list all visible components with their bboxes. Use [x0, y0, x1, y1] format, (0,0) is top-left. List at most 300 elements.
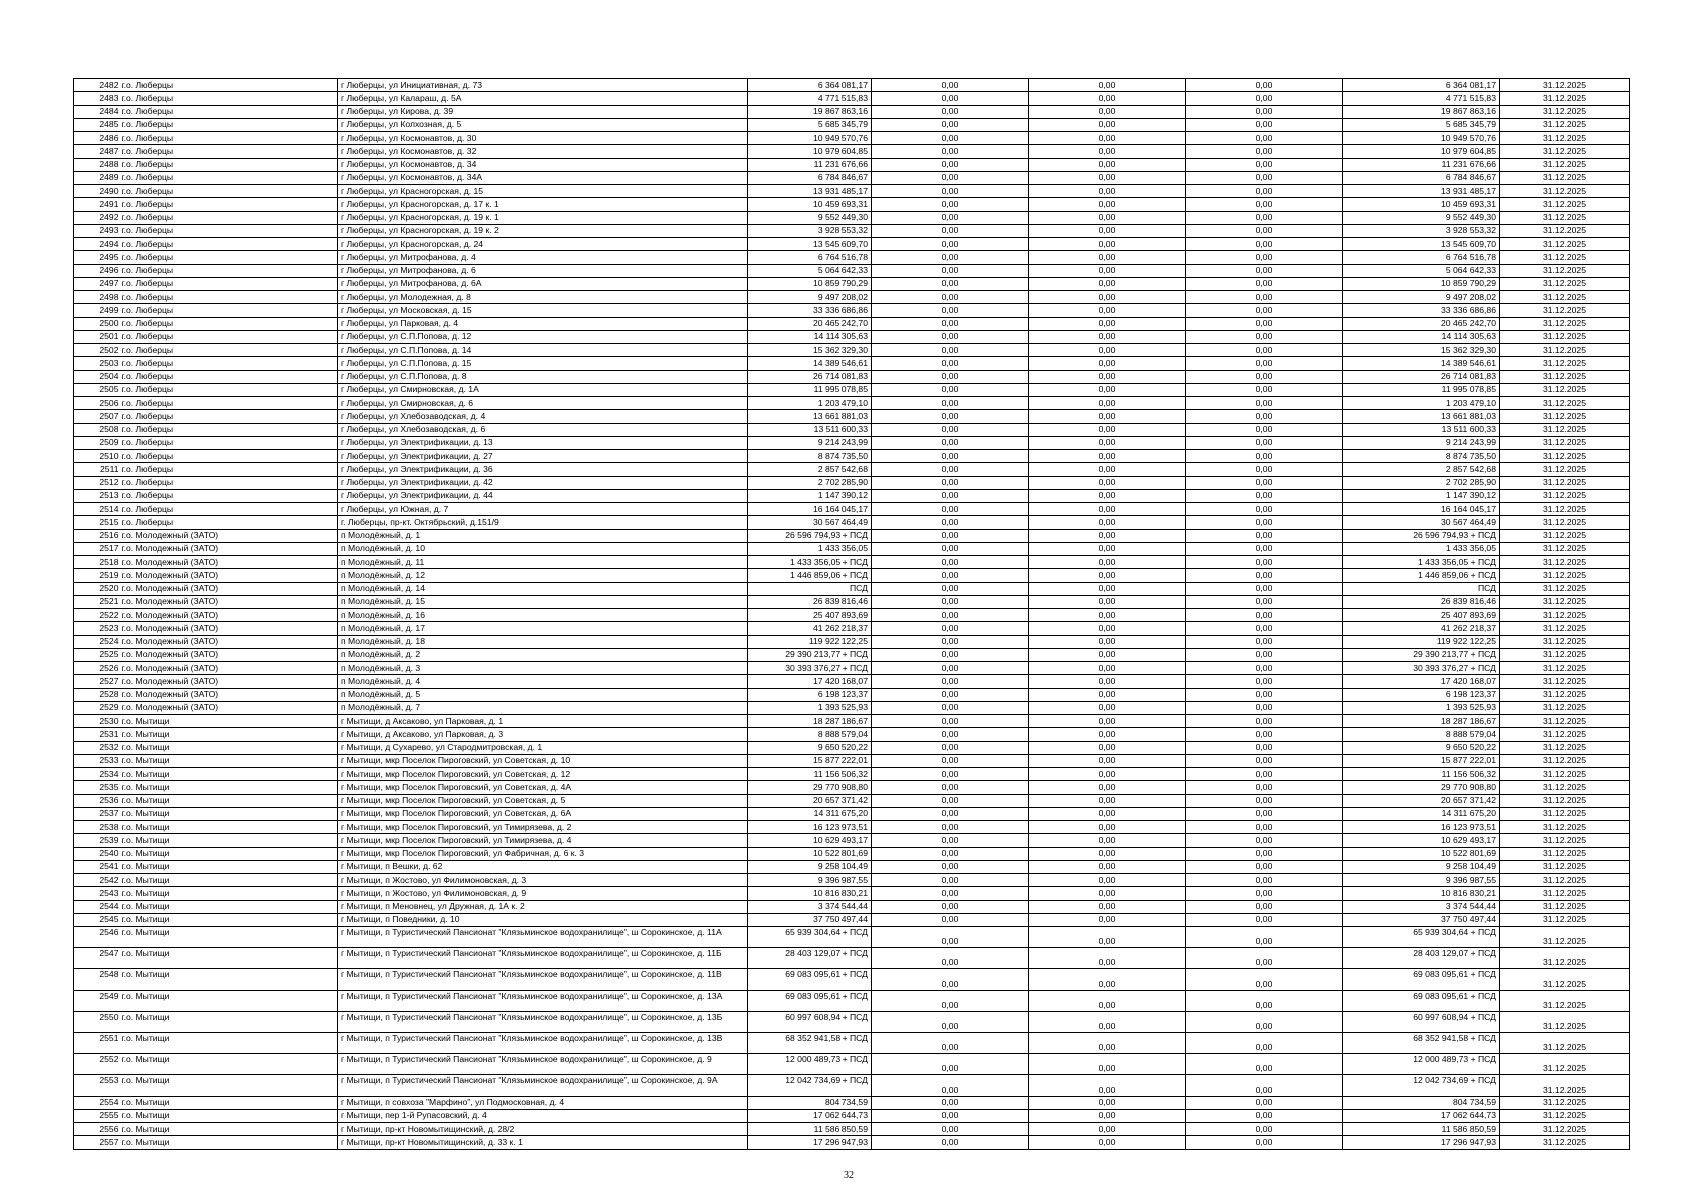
row-number-cell: 2520: [74, 582, 120, 595]
row-number-cell: 2540: [74, 847, 120, 860]
value-cell-2: 0,00: [1029, 688, 1186, 701]
table-row: [74, 145, 1630, 158]
value-cell-3: 0,00: [1186, 556, 1343, 569]
cost-cell: 11 231 676,66: [748, 158, 872, 171]
cost-cell: 14 114 305,63: [748, 330, 872, 343]
date-cell: 31.12.2025: [1500, 1123, 1630, 1136]
address-cell: г Люберцы, ул Красногорская, д. 24: [338, 238, 748, 251]
value-cell-1: 0,00: [872, 834, 1029, 847]
municipality-cell: г.о. Люберцы: [120, 476, 338, 489]
value-cell-1: 0,00: [872, 251, 1029, 264]
value-cell-1: 0,00: [872, 304, 1029, 317]
table-row: [74, 715, 1630, 728]
table-row: [74, 556, 1630, 569]
total-cell: 11 995 078,85: [1343, 383, 1500, 396]
value-cell-3: 0,00: [1186, 92, 1343, 105]
row-number-cell: 2547: [74, 948, 120, 969]
row-number-cell: 2511: [74, 463, 120, 476]
municipality-cell: г.о. Молодежный (ЗАТО): [120, 556, 338, 569]
row-number-cell: 2528: [74, 688, 120, 701]
municipality-cell: г.о. Мытищи: [120, 948, 338, 969]
value-cell-2: 0,00: [1029, 118, 1186, 131]
municipality-cell: г.о. Мытищи: [120, 990, 338, 1011]
date-cell: 31.12.2025: [1500, 277, 1630, 290]
row-number-cell: 2515: [74, 516, 120, 529]
table-row: [74, 224, 1630, 237]
row-number-cell: 2541: [74, 860, 120, 873]
table-row: [74, 1123, 1630, 1136]
value-cell-1: 0,00: [872, 330, 1029, 343]
total-cell: 8 888 579,04: [1343, 728, 1500, 741]
value-cell-2: 0,00: [1029, 251, 1186, 264]
row-number-cell: 2553: [74, 1075, 120, 1096]
cost-cell: 9 497 208,02: [748, 291, 872, 304]
value-cell-2: 0,00: [1029, 595, 1186, 608]
table-row: [74, 118, 1630, 131]
address-cell: г Люберцы, ул Московская, д. 15: [338, 304, 748, 317]
address-cell: г Люберцы, ул Электрификации, д. 42: [338, 476, 748, 489]
date-cell: 31.12.2025: [1500, 648, 1630, 661]
total-cell: 10 979 604,85: [1343, 145, 1500, 158]
total-cell: 37 750 497,44: [1343, 913, 1500, 926]
table-row: [74, 489, 1630, 502]
cost-cell: 11 995 078,85: [748, 383, 872, 396]
value-cell-1: 0,00: [872, 1075, 1029, 1096]
date-cell: 31.12.2025: [1500, 662, 1630, 675]
table-row: [74, 821, 1630, 834]
value-cell-1: 0,00: [872, 622, 1029, 635]
value-cell-3: 0,00: [1186, 185, 1343, 198]
address-cell: г Мытищи, пер 1-й Рупасовский, д. 4: [338, 1109, 748, 1122]
value-cell-2: 0,00: [1029, 969, 1186, 990]
value-cell-1: 0,00: [872, 874, 1029, 887]
total-cell: 9 552 449,30: [1343, 211, 1500, 224]
date-cell: 31.12.2025: [1500, 1136, 1630, 1149]
value-cell-1: 0,00: [872, 1123, 1029, 1136]
municipality-cell: г.о. Мытищи: [120, 927, 338, 948]
total-cell: 6 364 081,17: [1343, 79, 1500, 92]
value-cell-2: 0,00: [1029, 503, 1186, 516]
total-cell: 10 629 493,17: [1343, 834, 1500, 847]
row-number-cell: 2493: [74, 224, 120, 237]
municipality-cell: г.о. Люберцы: [120, 410, 338, 423]
table-row: [74, 357, 1630, 370]
value-cell-3: 0,00: [1186, 277, 1343, 290]
total-cell: 9 396 987,55: [1343, 874, 1500, 887]
municipality-cell: г.о. Люберцы: [120, 251, 338, 264]
value-cell-3: 0,00: [1186, 118, 1343, 131]
cost-cell: 28 403 129,07 + ПСД: [748, 948, 872, 969]
table-row: [74, 595, 1630, 608]
cost-cell: 8 874 735,50: [748, 450, 872, 463]
date-cell: 31.12.2025: [1500, 542, 1630, 555]
value-cell-3: 0,00: [1186, 807, 1343, 820]
row-number-cell: 2506: [74, 397, 120, 410]
value-cell-3: 0,00: [1186, 648, 1343, 661]
cost-cell: 33 336 686,86: [748, 304, 872, 317]
value-cell-2: 0,00: [1029, 529, 1186, 542]
total-cell: 60 997 608,94 + ПСД: [1343, 1011, 1500, 1032]
cost-cell: 6 784 846,67: [748, 171, 872, 184]
value-cell-3: 0,00: [1186, 635, 1343, 648]
row-number-cell: 2514: [74, 503, 120, 516]
value-cell-3: 0,00: [1186, 344, 1343, 357]
total-cell: 14 389 546,61: [1343, 357, 1500, 370]
total-cell: 6 764 516,78: [1343, 251, 1500, 264]
address-cell: г Люберцы, ул Хлебозаводская, д. 4: [338, 410, 748, 423]
municipality-cell: г.о. Мытищи: [120, 834, 338, 847]
total-cell: 5 685 345,79: [1343, 118, 1500, 131]
row-number-cell: 2542: [74, 874, 120, 887]
total-cell: 1 203 479,10: [1343, 397, 1500, 410]
table-row: [74, 990, 1630, 1011]
value-cell-3: 0,00: [1186, 990, 1343, 1011]
municipality-cell: г.о. Люберцы: [120, 79, 338, 92]
total-cell: 11 156 506,32: [1343, 768, 1500, 781]
municipality-cell: г.о. Люберцы: [120, 317, 338, 330]
value-cell-3: 0,00: [1186, 847, 1343, 860]
address-cell: г Мытищи, п совхоза "Марфино", ул Подмосковная, д. 4: [338, 1096, 748, 1109]
total-cell: 29 390 213,77 + ПСД: [1343, 648, 1500, 661]
table-row: [74, 741, 1630, 754]
municipality-cell: г.о. Люберцы: [120, 238, 338, 251]
row-number-cell: 2492: [74, 211, 120, 224]
total-cell: 1 393 525,93: [1343, 701, 1500, 714]
table-row: [74, 132, 1630, 145]
value-cell-1: 0,00: [872, 503, 1029, 516]
value-cell-1: 0,00: [872, 198, 1029, 211]
cost-cell: 19 867 863,16: [748, 105, 872, 118]
row-number-cell: 2533: [74, 754, 120, 767]
address-cell: п Молодёжный, д. 7: [338, 701, 748, 714]
value-cell-1: 0,00: [872, 728, 1029, 741]
cost-cell: 16 164 045,17: [748, 503, 872, 516]
date-cell: 31.12.2025: [1500, 635, 1630, 648]
row-number-cell: 2489: [74, 171, 120, 184]
date-cell: 31.12.2025: [1500, 821, 1630, 834]
municipality-cell: г.о. Люберцы: [120, 171, 338, 184]
municipality-cell: г.о. Молодежный (ЗАТО): [120, 635, 338, 648]
value-cell-2: 0,00: [1029, 609, 1186, 622]
value-cell-2: 0,00: [1029, 357, 1186, 370]
value-cell-3: 0,00: [1186, 330, 1343, 343]
row-number-cell: 2494: [74, 238, 120, 251]
municipality-cell: г.о. Мытищи: [120, 847, 338, 860]
total-cell: 13 931 485,17: [1343, 185, 1500, 198]
date-cell: 31.12.2025: [1500, 224, 1630, 237]
value-cell-2: 0,00: [1029, 330, 1186, 343]
cost-cell: 12 000 489,73 + ПСД: [748, 1054, 872, 1075]
total-cell: 2 857 542,68: [1343, 463, 1500, 476]
value-cell-3: 0,00: [1186, 1096, 1343, 1109]
address-cell: г Люберцы, ул С.П.Попова, д. 8: [338, 370, 748, 383]
value-cell-3: 0,00: [1186, 132, 1343, 145]
cost-cell: 1 446 859,06 + ПСД: [748, 569, 872, 582]
municipality-cell: г.о. Люберцы: [120, 330, 338, 343]
municipality-cell: г.о. Мытищи: [120, 887, 338, 900]
row-number-cell: 2483: [74, 92, 120, 105]
row-number-cell: 2503: [74, 357, 120, 370]
value-cell-3: 0,00: [1186, 211, 1343, 224]
total-cell: 1 147 390,12: [1343, 489, 1500, 502]
cost-cell: 10 979 604,85: [748, 145, 872, 158]
cost-cell: 11 156 506,32: [748, 768, 872, 781]
value-cell-2: 0,00: [1029, 1096, 1186, 1109]
row-number-cell: 2490: [74, 185, 120, 198]
value-cell-3: 0,00: [1186, 291, 1343, 304]
table-row: [74, 1075, 1630, 1096]
address-cell: г Мытищи, мкр Поселок Пироговский, ул Фабричная, д. 6 к. 3: [338, 847, 748, 860]
row-number-cell: 2539: [74, 834, 120, 847]
value-cell-1: 0,00: [872, 238, 1029, 251]
value-cell-1: 0,00: [872, 887, 1029, 900]
table-row: [74, 79, 1630, 92]
total-cell: 9 497 208,02: [1343, 291, 1500, 304]
total-cell: 15 877 222,01: [1343, 754, 1500, 767]
table-row: [74, 635, 1630, 648]
value-cell-2: 0,00: [1029, 516, 1186, 529]
table-row: [74, 569, 1630, 582]
value-cell-2: 0,00: [1029, 264, 1186, 277]
address-cell: п Молодёжный, д. 1: [338, 529, 748, 542]
table-row: [74, 238, 1630, 251]
value-cell-3: 0,00: [1186, 701, 1343, 714]
value-cell-1: 0,00: [872, 595, 1029, 608]
municipality-cell: г.о. Люберцы: [120, 185, 338, 198]
municipality-cell: г.о. Мытищи: [120, 821, 338, 834]
date-cell: 31.12.2025: [1500, 1032, 1630, 1053]
address-cell: г Люберцы, ул Космонавтов, д. 34: [338, 158, 748, 171]
row-number-cell: 2529: [74, 701, 120, 714]
row-number-cell: 2488: [74, 158, 120, 171]
value-cell-2: 0,00: [1029, 476, 1186, 489]
value-cell-1: 0,00: [872, 675, 1029, 688]
value-cell-2: 0,00: [1029, 344, 1186, 357]
value-cell-2: 0,00: [1029, 198, 1186, 211]
total-cell: 26 839 816,46: [1343, 595, 1500, 608]
date-cell: 31.12.2025: [1500, 675, 1630, 688]
address-cell: п Молодёжный, д. 18: [338, 635, 748, 648]
date-cell: 31.12.2025: [1500, 132, 1630, 145]
municipality-cell: г.о. Молодежный (ЗАТО): [120, 675, 338, 688]
cost-cell: 1 393 525,93: [748, 701, 872, 714]
row-number-cell: 2551: [74, 1032, 120, 1053]
value-cell-3: 0,00: [1186, 969, 1343, 990]
total-cell: 12 000 489,73 + ПСД: [1343, 1054, 1500, 1075]
table-row: [74, 264, 1630, 277]
value-cell-2: 0,00: [1029, 1054, 1186, 1075]
value-cell-1: 0,00: [872, 118, 1029, 131]
address-cell: г Люберцы, ул Парковая, д. 4: [338, 317, 748, 330]
row-number-cell: 2501: [74, 330, 120, 343]
municipality-cell: г.о. Люберцы: [120, 357, 338, 370]
value-cell-2: 0,00: [1029, 185, 1186, 198]
value-cell-3: 0,00: [1186, 1075, 1343, 1096]
value-cell-3: 0,00: [1186, 860, 1343, 873]
total-cell: 10 522 801,69: [1343, 847, 1500, 860]
municipality-cell: г.о. Люберцы: [120, 224, 338, 237]
total-cell: 804 734,59: [1343, 1096, 1500, 1109]
cost-cell: 10 629 493,17: [748, 834, 872, 847]
cost-cell: 5 064 642,33: [748, 264, 872, 277]
address-cell: г Мытищи, п Туристический Пансионат "Клязьминское водохранилище", ш Сорокинское, д. 13А: [338, 990, 748, 1011]
table-row: [74, 834, 1630, 847]
total-cell: 9 650 520,22: [1343, 741, 1500, 754]
address-cell: г Люберцы, ул Космонавтов, д. 30: [338, 132, 748, 145]
address-cell: г Люберцы, ул Космонавтов, д. 32: [338, 145, 748, 158]
date-cell: 31.12.2025: [1500, 185, 1630, 198]
row-number-cell: 2517: [74, 542, 120, 555]
row-number-cell: 2519: [74, 569, 120, 582]
value-cell-2: 0,00: [1029, 304, 1186, 317]
value-cell-1: 0,00: [872, 171, 1029, 184]
value-cell-1: 0,00: [872, 79, 1029, 92]
table-row: [74, 211, 1630, 224]
cost-cell: 15 362 329,30: [748, 344, 872, 357]
cost-cell: 10 522 801,69: [748, 847, 872, 860]
address-cell: п Молодёжный, д. 3: [338, 662, 748, 675]
municipality-cell: г.о. Мытищи: [120, 1075, 338, 1096]
total-cell: 3 928 553,32: [1343, 224, 1500, 237]
cost-cell: 29 770 908,80: [748, 781, 872, 794]
municipality-cell: г.о. Люберцы: [120, 383, 338, 396]
table-row: [74, 948, 1630, 969]
address-cell: г Мытищи, п Туристический Пансионат "Клязьминское водохранилище", ш Сорокинское, д. 11А: [338, 927, 748, 948]
value-cell-3: 0,00: [1186, 768, 1343, 781]
cost-cell: 18 287 186,67: [748, 715, 872, 728]
address-cell: г Мытищи, мкр Поселок Пироговский, ул Советская, д. 12: [338, 768, 748, 781]
cost-cell: 6 198 123,37: [748, 688, 872, 701]
value-cell-3: 0,00: [1186, 503, 1343, 516]
municipality-cell: г.о. Люберцы: [120, 198, 338, 211]
row-number-cell: 2531: [74, 728, 120, 741]
value-cell-2: 0,00: [1029, 92, 1186, 105]
municipality-cell: г.о. Молодежный (ЗАТО): [120, 662, 338, 675]
value-cell-3: 0,00: [1186, 688, 1343, 701]
address-cell: г Мытищи, п Туристический Пансионат "Клязьминское водохранилище", ш Сорокинское, д. 13Б: [338, 1011, 748, 1032]
table-row: [74, 516, 1630, 529]
value-cell-1: 0,00: [872, 291, 1029, 304]
address-cell: п Молодёжный, д. 16: [338, 609, 748, 622]
total-cell: 18 287 186,67: [1343, 715, 1500, 728]
date-cell: 31.12.2025: [1500, 317, 1630, 330]
value-cell-3: 0,00: [1186, 821, 1343, 834]
value-cell-2: 0,00: [1029, 211, 1186, 224]
municipality-cell: г.о. Мытищи: [120, 741, 338, 754]
value-cell-3: 0,00: [1186, 1136, 1343, 1149]
date-cell: 31.12.2025: [1500, 900, 1630, 913]
date-cell: 31.12.2025: [1500, 92, 1630, 105]
total-cell: 13 511 600,33: [1343, 423, 1500, 436]
value-cell-3: 0,00: [1186, 542, 1343, 555]
value-cell-1: 0,00: [872, 794, 1029, 807]
date-cell: 31.12.2025: [1500, 516, 1630, 529]
row-number-cell: 2544: [74, 900, 120, 913]
cost-cell: 14 311 675,20: [748, 807, 872, 820]
table-row: [74, 198, 1630, 211]
table-row: [74, 1096, 1630, 1109]
municipality-cell: г.о. Мытищи: [120, 781, 338, 794]
value-cell-3: 0,00: [1186, 158, 1343, 171]
municipality-cell: г.о. Люберцы: [120, 277, 338, 290]
row-number-cell: 2554: [74, 1096, 120, 1109]
address-cell: г Мытищи, п Туристический Пансионат "Клязьминское водохранилище", ш Сорокинское, д. 9: [338, 1054, 748, 1075]
value-cell-1: 0,00: [872, 860, 1029, 873]
row-number-cell: 2526: [74, 662, 120, 675]
municipality-cell: г.о. Люберцы: [120, 291, 338, 304]
date-cell: 31.12.2025: [1500, 701, 1630, 714]
date-cell: 31.12.2025: [1500, 79, 1630, 92]
total-cell: 2 702 285,90: [1343, 476, 1500, 489]
value-cell-2: 0,00: [1029, 450, 1186, 463]
table-row: [74, 92, 1630, 105]
date-cell: 31.12.2025: [1500, 436, 1630, 449]
value-cell-2: 0,00: [1029, 913, 1186, 926]
date-cell: 31.12.2025: [1500, 158, 1630, 171]
value-cell-3: 0,00: [1186, 423, 1343, 436]
date-cell: 31.12.2025: [1500, 145, 1630, 158]
row-number-cell: 2485: [74, 118, 120, 131]
value-cell-1: 0,00: [872, 1032, 1029, 1053]
value-cell-2: 0,00: [1029, 860, 1186, 873]
cost-cell: 804 734,59: [748, 1096, 872, 1109]
municipality-cell: г.о. Люберцы: [120, 503, 338, 516]
municipality-cell: г.о. Молодежный (ЗАТО): [120, 622, 338, 635]
value-cell-1: 0,00: [872, 847, 1029, 860]
value-cell-2: 0,00: [1029, 423, 1186, 436]
cost-cell: 11 586 850,59: [748, 1123, 872, 1136]
cost-cell: 9 552 449,30: [748, 211, 872, 224]
row-number-cell: 2556: [74, 1123, 120, 1136]
value-cell-3: 0,00: [1186, 569, 1343, 582]
cost-cell: 10 949 570,76: [748, 132, 872, 145]
value-cell-1: 0,00: [872, 529, 1029, 542]
table-row: [74, 860, 1630, 873]
table-row: [74, 476, 1630, 489]
value-cell-2: 0,00: [1029, 1109, 1186, 1122]
address-cell: г Люберцы, ул Смирновская, д. 1А: [338, 383, 748, 396]
table-row: [74, 463, 1630, 476]
cost-cell: 15 877 222,01: [748, 754, 872, 767]
date-cell: 31.12.2025: [1500, 741, 1630, 754]
municipality-cell: г.о. Молодежный (ЗАТО): [120, 529, 338, 542]
value-cell-3: 0,00: [1186, 476, 1343, 489]
municipality-cell: г.о. Мытищи: [120, 860, 338, 873]
total-cell: 1 446 859,06 + ПСД: [1343, 569, 1500, 582]
row-number-cell: 2543: [74, 887, 120, 900]
value-cell-2: 0,00: [1029, 410, 1186, 423]
table-body: [74, 79, 1630, 1150]
municipality-cell: г.о. Люберцы: [120, 145, 338, 158]
value-cell-3: 0,00: [1186, 105, 1343, 118]
municipality-cell: г.о. Люберцы: [120, 264, 338, 277]
value-cell-1: 0,00: [872, 1136, 1029, 1149]
value-cell-2: 0,00: [1029, 224, 1186, 237]
date-cell: 31.12.2025: [1500, 860, 1630, 873]
address-cell: г Люберцы, ул Космонавтов, д. 34А: [338, 171, 748, 184]
municipality-cell: г.о. Молодежный (ЗАТО): [120, 582, 338, 595]
value-cell-1: 0,00: [872, 277, 1029, 290]
table-row: [74, 450, 1630, 463]
date-cell: 31.12.2025: [1500, 622, 1630, 635]
value-cell-3: 0,00: [1186, 370, 1343, 383]
municipality-cell: г.о. Мытищи: [120, 969, 338, 990]
date-cell: 31.12.2025: [1500, 781, 1630, 794]
municipality-cell: г.о. Мытищи: [120, 728, 338, 741]
cost-cell: 17 296 947,93: [748, 1136, 872, 1149]
row-number-cell: 2523: [74, 622, 120, 635]
value-cell-2: 0,00: [1029, 489, 1186, 502]
